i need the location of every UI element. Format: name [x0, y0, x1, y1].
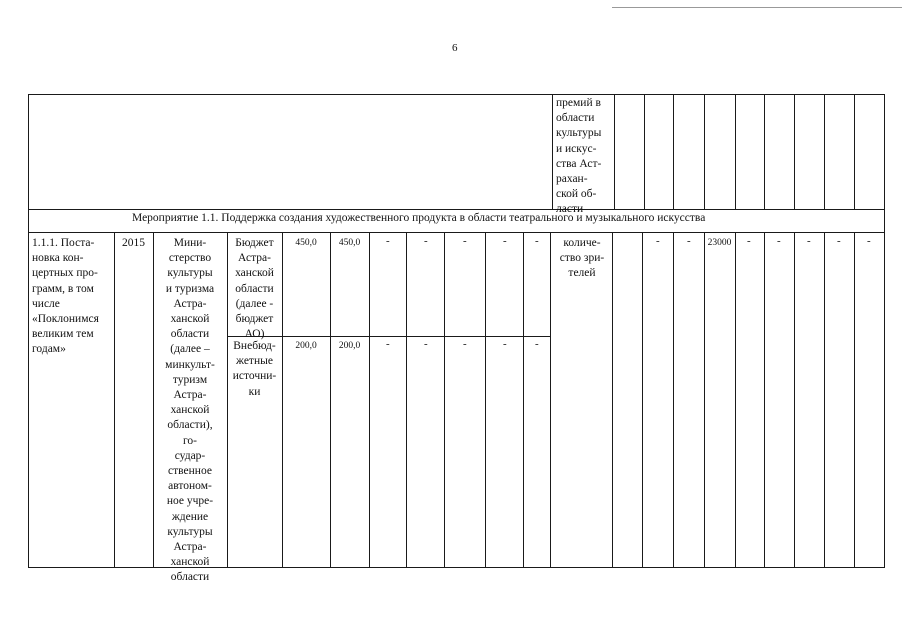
dash-mark: -: [463, 235, 467, 247]
dash-mark: -: [503, 338, 507, 350]
table-rule: [444, 232, 445, 568]
year-cell: 2015: [122, 237, 145, 249]
table-rule: [406, 232, 407, 568]
table-rule: [330, 232, 331, 568]
extrabudgetary-total: 200,0: [295, 341, 317, 351]
page-edge-rule: [612, 7, 902, 8]
table-rule: [794, 232, 795, 568]
funding-source-extrabudgetary: Внебюд- жетные источни- ки: [232, 340, 277, 398]
table-rule: [704, 232, 705, 568]
table-rule: [735, 232, 736, 568]
table-rule: [764, 94, 765, 210]
section-heading: Мероприятие 1.1. Поддержка создания художественного продукта в области театрального и музыкального искусства: [132, 212, 706, 224]
table-border-top: [28, 94, 885, 95]
table-rule: [673, 94, 674, 210]
activity-name-cell: 1.1.1. Поста- новка кон- цертных про- грамм, в том числе «Поклонимся великим тем годам»: [32, 237, 99, 356]
table-rule: [485, 232, 486, 568]
table-rule: [550, 232, 551, 568]
dash-mark: -: [747, 235, 751, 247]
regional-budget-total: 450,0: [295, 238, 317, 248]
extrabudgetary-2015: 200,0: [338, 341, 361, 351]
table-border-left: [28, 94, 29, 568]
dash-mark: -: [386, 338, 390, 350]
executor-cell: Мини- стерство культуры и туризма Астра- ханской области (далее – минкульт- туризм Астра- ханской области), го- судар- ственное автоном- ное учре- ждение культуры Астра- ханской области: [165, 237, 215, 584]
table-rule: [28, 209, 885, 210]
indicator-tail-cell: премий в области культуры и искус- ства Аст- рахан- ской об- ласти: [556, 97, 602, 216]
dash-mark: -: [687, 235, 691, 247]
page-number: 6: [452, 42, 458, 54]
dash-mark: -: [463, 338, 467, 350]
table-rule: [28, 232, 885, 233]
table-rule: [794, 94, 795, 210]
table-rule: [854, 94, 855, 210]
dash-mark: -: [807, 235, 811, 247]
table-rule: [764, 232, 765, 568]
table-rule: [673, 232, 674, 568]
table-rule: [614, 94, 615, 210]
dash-mark: -: [535, 235, 539, 247]
dash-mark: -: [424, 338, 428, 350]
table-rule: [704, 94, 705, 210]
dash-mark: -: [424, 235, 428, 247]
dash-mark: -: [837, 235, 841, 247]
dash-mark: -: [777, 235, 781, 247]
table-rule: [282, 232, 283, 568]
table-rule: [552, 94, 553, 210]
table-border-right: [884, 94, 885, 568]
funding-source-regional-budget: Бюджет Астра- ханской области (далее - бюджет АО): [235, 237, 274, 341]
table-rule: [854, 232, 855, 568]
table-rule: [369, 232, 370, 568]
dash-mark: -: [386, 235, 390, 247]
dash-mark: -: [503, 235, 507, 247]
dash-mark: -: [867, 235, 871, 247]
dash-mark: -: [656, 235, 660, 247]
indicator-value-2015: 23000: [707, 238, 732, 248]
regional-budget-2015: 450,0: [338, 238, 361, 248]
table-rule: [824, 94, 825, 210]
indicator-cell: количе- ство зри- телей: [559, 237, 605, 280]
table-rule: [114, 232, 115, 568]
table-rule: [523, 232, 524, 568]
table-rule: [612, 232, 613, 568]
table-rule: [735, 94, 736, 210]
table-rule: [644, 94, 645, 210]
table-rule: [642, 232, 643, 568]
dash-mark: -: [535, 338, 539, 350]
table-rule: [824, 232, 825, 568]
